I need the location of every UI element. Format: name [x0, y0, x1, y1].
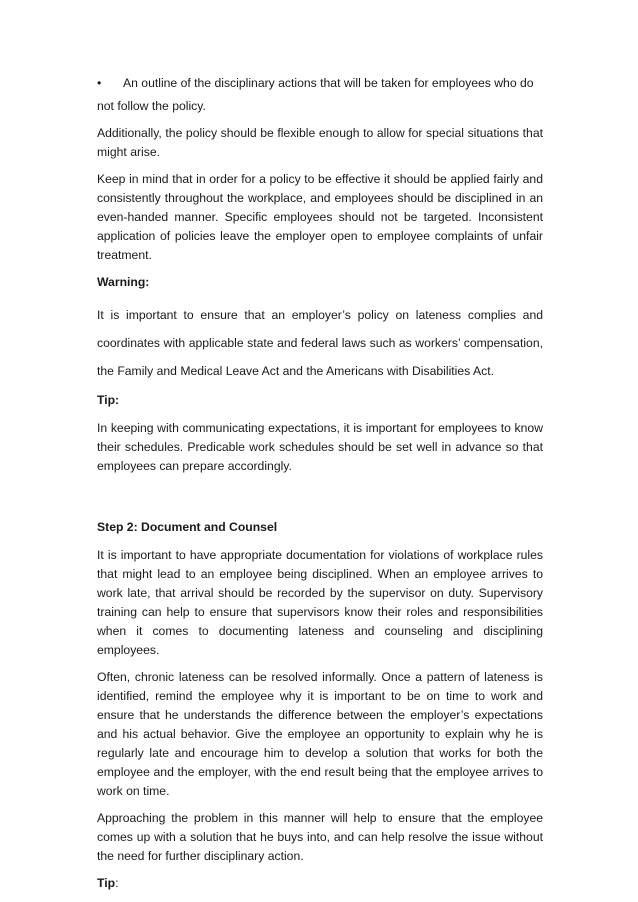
bullet-item: [97, 74, 543, 93]
paragraph-additionally: Additionally, the policy should be flexible enough to allow for special situations that might arise.: [97, 126, 543, 159]
step2-heading: Step 2: Document and Counsel: [97, 520, 278, 534]
bullet-dot: •: [97, 76, 102, 90]
tip-heading: Tip:: [97, 393, 120, 407]
warning-heading: Warning:: [97, 275, 150, 289]
bullet-continuation: not follow the policy.: [97, 99, 206, 113]
bullet-text: An outline of the disciplinary actions that will be taken for employees who do: [123, 76, 534, 90]
paragraph-documentation: It is important to have appropriate documentation for violations of workplace rules that might lead to an employee being disciplined. When an employee arrives to work late, that arrival should be recorded by the supervisor on duty. Supervisory training can help to ensure that supervisors know their roles and responsibilities when it comes to documenting lateness and counseling and disciplining employees.: [97, 548, 543, 657]
paragraph-tip: In keeping with communicating expectations, it is important for employees to know their schedules. Predicable work schedules should be set well in advance so that employees can prepare accordingly.: [97, 421, 543, 473]
paragraph-approaching: Approaching the problem in this manner will help to ensure that the employee comes up with a solution that he buys into, and can help resolve the issue without the need for further disciplinary action.: [97, 811, 543, 863]
paragraph-warning: It is important to ensure that an employer’s policy on lateness complies and coordinates with applicable state and federal laws such as workers’ compensation, the Family and Medical Leave Act and the Americans with Disabilities Act.: [97, 308, 543, 378]
section-gap: [97, 484, 543, 518]
paragraph-keep-in-mind: Keep in mind that in order for a policy to be effective it should be applied fairly and consistently throughout the workplace, and employees should be disciplined in an even-handed manner. Specific employees should not be targeted. Inconsistent application of policies leave the employer open to employee complaints of unfair treatment.: [97, 172, 543, 262]
tip-label: Tip: [97, 876, 116, 890]
tip-colon: :: [115, 876, 119, 890]
tip-heading-bottom: [97, 874, 543, 893]
paragraph-often: Often, chronic lateness can be resolved informally. Once a pattern of lateness is identified, remind the employee why it is important to be on time to work and ensure that he understands the difference between the employer’s expectations and his actual behavior. Give the employee an opportunity to explain why he is regularly late and encourage him to develop a solution that works for both the employee and the employer, with the end result being that the employee arrives to work on time.: [97, 670, 543, 798]
document-body: [97, 74, 543, 893]
